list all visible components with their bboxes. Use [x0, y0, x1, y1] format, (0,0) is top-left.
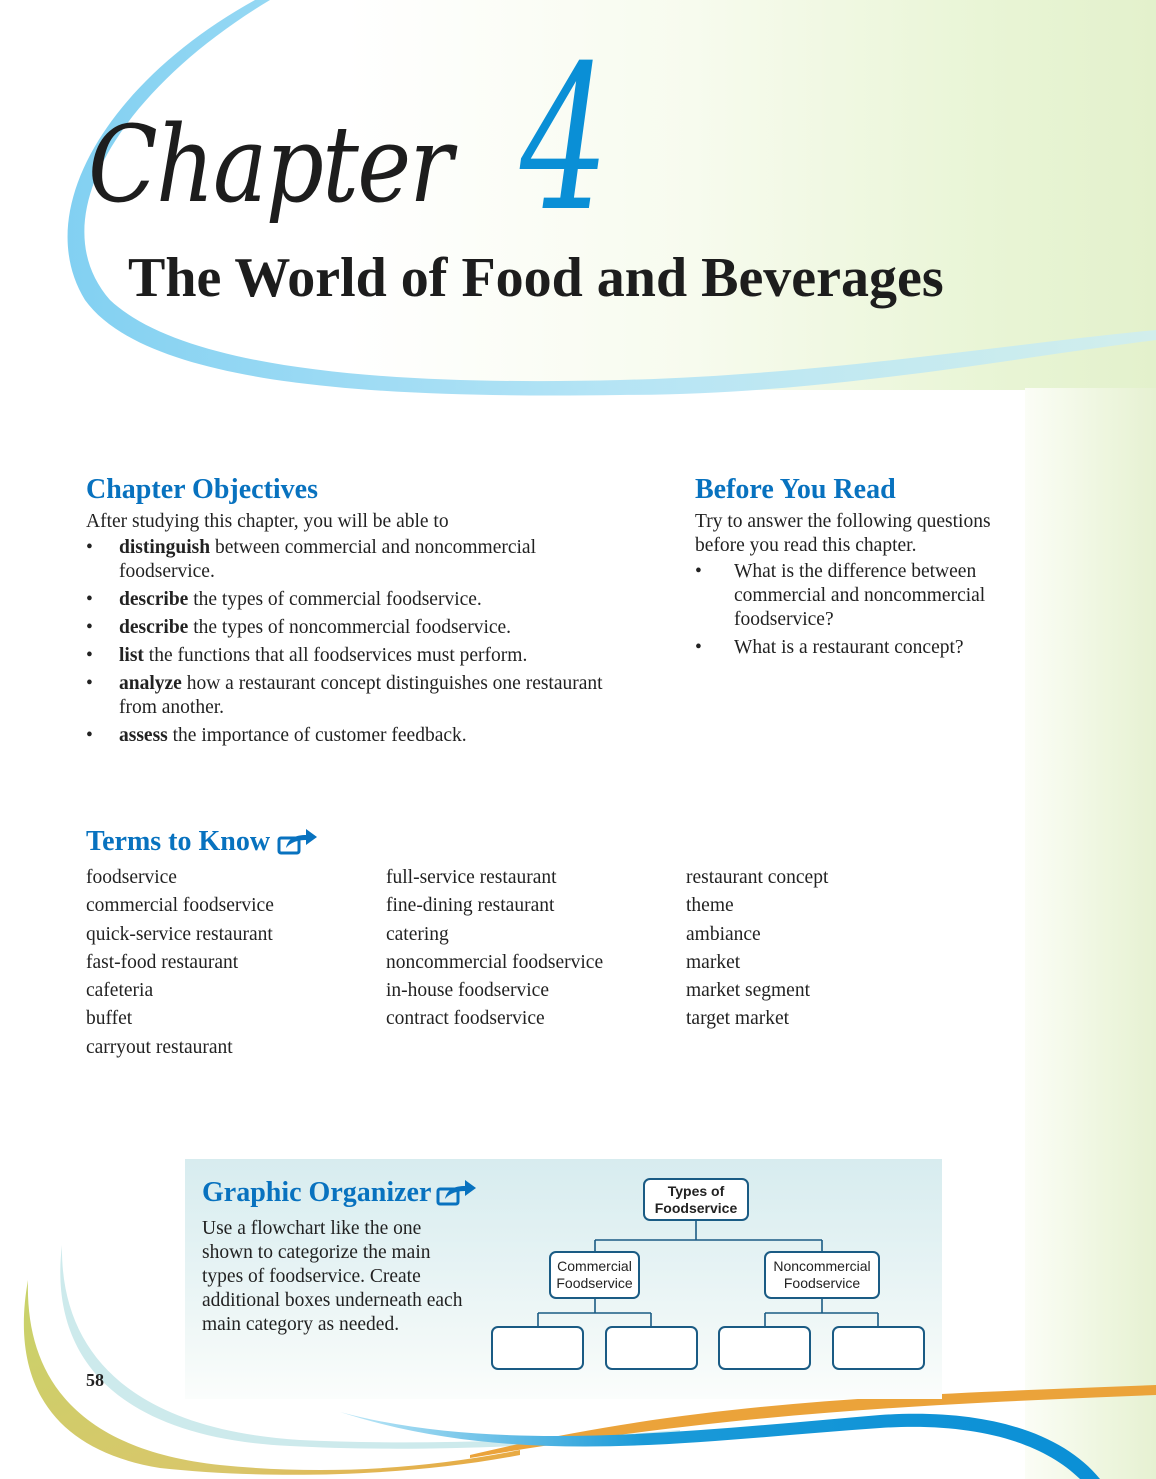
term: in-house foodservice [386, 980, 549, 1002]
objective-verb: describe [119, 589, 189, 610]
objective-text: the importance of customer feedback. [167, 725, 467, 746]
term: commercial foodservice [86, 895, 274, 917]
objectives-list [86, 536, 626, 748]
flowchart-empty-box [718, 1326, 811, 1370]
objectives-intro: After studying this chapter, you will be able to [86, 511, 449, 532]
questions-list [695, 560, 1040, 660]
term: carryout restaurant [86, 1036, 233, 1058]
share-arrow-icon[interactable] [276, 826, 320, 858]
objective-verb: list [119, 645, 144, 666]
objective-verb: distinguish [119, 537, 211, 558]
term: fine-dining restaurant [386, 895, 555, 917]
objective-item [86, 724, 626, 748]
term: catering [386, 923, 449, 945]
objective-verb: assess [119, 725, 168, 746]
graphic-organizer-instructions: Use a flowchart like the one shown to categorize the main types of foodservice. Create additional boxes underneath each main category as needed. [202, 1218, 463, 1335]
objective-item [86, 672, 626, 720]
term: target market [686, 1008, 790, 1030]
terms-list [86, 864, 986, 1062]
graphic-organizer-panel [185, 1159, 942, 1399]
terms-column [686, 864, 986, 1062]
question-item: • What is the difference between commercial and noncommercial foodservice? [695, 560, 1040, 632]
objective-item [86, 616, 626, 640]
objective-item [86, 644, 626, 668]
objectives-heading: Chapter Objectives [86, 474, 318, 505]
before-you-read-intro: Try to answer the following questions before you read this chapter. [695, 511, 991, 556]
terms-heading: Terms to Know [86, 826, 271, 857]
term: quick-service restaurant [86, 923, 273, 945]
terms-column [86, 864, 386, 1062]
flowchart-empty-box [832, 1326, 925, 1370]
graphic-organizer-title: Graphic Organizer [202, 1177, 432, 1208]
term: fast-food restaurant [86, 951, 239, 973]
flowchart-noncommercial-box: Noncommercial Foodservice [764, 1251, 880, 1299]
flowchart-empty-box [605, 1326, 698, 1370]
objective-verb: analyze [119, 673, 182, 694]
term: restaurant concept [686, 867, 829, 888]
term: contract foodservice [386, 1008, 545, 1030]
objective-item [86, 588, 626, 612]
objective-item [86, 536, 626, 584]
objective-verb: describe [119, 617, 189, 638]
objective-text: how a restaurant concept distinguishes one restaurant from another. [119, 673, 603, 718]
objective-text: the functions that all foodservices must perform. [143, 645, 528, 666]
objective-text: between commercial and noncommercial foodservice. [119, 537, 537, 582]
flowchart-empty-box [491, 1326, 584, 1370]
term: market [686, 951, 741, 973]
term: cafeteria [86, 980, 154, 1002]
before-you-read-heading: Before You Read [695, 474, 896, 505]
objective-text: the types of commercial foodservice. [188, 589, 482, 610]
term: market segment [686, 980, 810, 1002]
flowchart-commercial-box: Commercial Foodservice [549, 1251, 640, 1299]
objective-text: the types of noncommercial foodservice. [188, 617, 512, 638]
chapter-objectives-section [86, 474, 626, 752]
flowchart-root-box: Types of Foodservice [643, 1178, 749, 1221]
terms-column [386, 864, 686, 1062]
term: foodservice [86, 867, 177, 888]
term: full-service restaurant [386, 867, 557, 888]
chapter-title: The World of Food and Beverages [128, 247, 944, 309]
term: noncommercial foodservice [386, 951, 604, 973]
term: theme [686, 895, 734, 917]
term: ambiance [686, 923, 761, 945]
term: buffet [86, 1008, 133, 1030]
question-item: • What is a restaurant concept? [695, 636, 1040, 660]
page-number: 58 [86, 1370, 104, 1390]
chapter-number: 4 [520, 23, 610, 256]
before-you-read-section [695, 474, 1040, 664]
terms-to-know-section [86, 826, 986, 1062]
chapter-label: Chapter [88, 103, 452, 226]
